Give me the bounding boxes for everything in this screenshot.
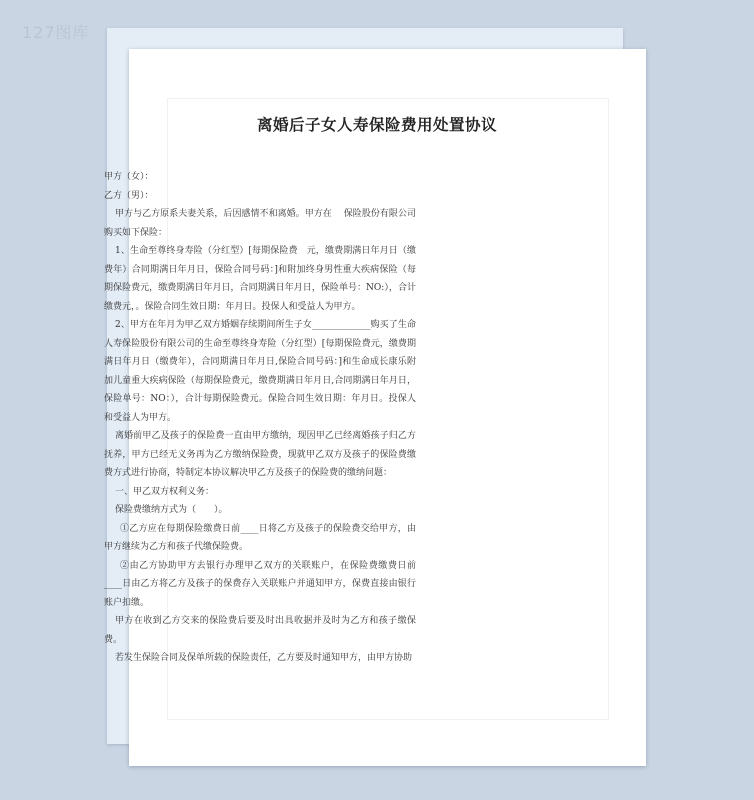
paragraph: 一、甲乙双方权利义务： <box>115 486 215 497</box>
document-title: 离婚后子女人寿保险费用处置协议 <box>256 115 497 134</box>
document-body <box>104 168 416 668</box>
paragraph: 1、生命至尊终身寿险（分红型）[每期保险费 元，缴费期满日年月日（缴费年）合同期满日年月日，保险合同号码：]和附加终身男性重大疾病保险（每期保险费元，缴费期满日年月日，合同期满日年月日，保险单号：NO:），合计缴费元，。保险合同生效日期：年月日。投保人和受益人为甲方。 <box>104 246 416 312</box>
paragraph: 甲方在收到乙方交来的保险费后要及时出具收据并及时为乙方和孩子缴保费。 <box>104 616 416 645</box>
paragraph: 乙方（男）： <box>104 190 154 201</box>
paragraph: 保险费缴纳方式为（ ）。 <box>115 505 228 515</box>
paragraph: ①乙方应在每期保险缴费日前____日将乙方及孩子的保险费交给甲方，由甲方继续为乙方和孩子代缴保险费。 <box>104 523 416 552</box>
watermark: 127图库 <box>22 23 90 42</box>
paragraph: 离婚前甲乙及孩子的保险费一直由甲方缴纳，现因甲乙已经离婚孩子归乙方抚养，甲方已经无义务再为乙方缴纳保险费，现就甲乙双方及孩子的保险费缴费方式进行协商，特制定本协议解决甲乙方及孩子的保险费的缴纳问题： <box>104 431 416 478</box>
paragraph: ②由乙方协助甲方去银行办理甲乙双方的关联账户，在保险费缴费日前____日由乙方将乙方及孩子的保费存入关联账户并通知甲方，保费直接由银行账户扣缴。 <box>104 560 416 608</box>
paragraph: 甲方与乙方原系夫妻关系，后因感情不和离婚。甲方在 保险股份有限公司购买如下保险： <box>104 209 416 238</box>
paragraph: 甲方（女）： <box>104 172 154 182</box>
paragraph: 若发生保险合同及保单所载的保险责任，乙方要及时通知甲方，由甲方协助 <box>115 653 413 663</box>
paragraph: 2、甲方在年月为甲乙双方婚姻存续期间所生子女_____________购买了生命人寿保险股份有限公司的生命至尊终身寿险（分红型）[每期保险费元，缴费期满日年月日（缴费年），合同期满日年月日,保险合同号码：]和生命成长康乐附加儿童重大疾病保险（每期保险费元，缴费期满日年月日,合同期满日年月日，保险单号：NO：），合计每期保险费元。保险合同生效日期：年月日。投保人和受益人为甲方。 <box>104 320 416 423</box>
